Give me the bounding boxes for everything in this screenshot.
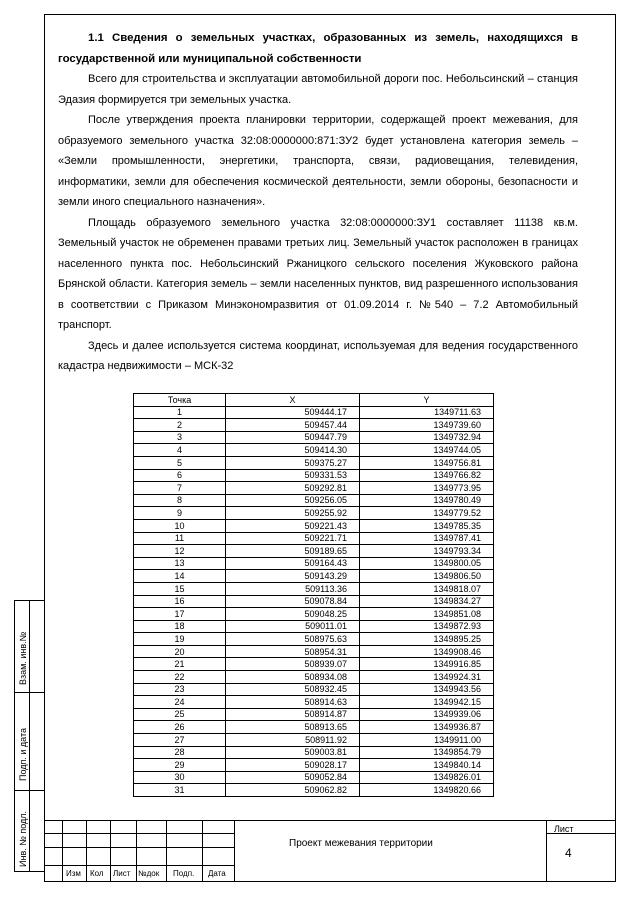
title-block-divider xyxy=(202,821,203,882)
document-body xyxy=(58,28,578,377)
x-cell: 508975.63 xyxy=(226,633,360,646)
x-cell: 509457.44 xyxy=(226,419,360,432)
table-body xyxy=(134,406,494,796)
table-row xyxy=(134,658,494,671)
y-cell: 1349840.14 xyxy=(360,759,494,772)
paragraph: Всего для строительства и эксплуатации автомобильной дороги пос. Небольсинский – станция Эдазия формируется три земельных участка. xyxy=(58,73,578,106)
col-label-sheet: Лист xyxy=(113,869,131,878)
x-cell: 508954.31 xyxy=(226,645,360,658)
x-cell: 509011.01 xyxy=(226,620,360,633)
point-cell: 26 xyxy=(134,721,226,734)
table-row xyxy=(134,633,494,646)
y-cell: 1349732.94 xyxy=(360,431,494,444)
y-cell: 1349908.46 xyxy=(360,645,494,658)
y-cell: 1349766.82 xyxy=(360,469,494,482)
y-cell: 1349854.79 xyxy=(360,746,494,759)
y-cell: 1349785.35 xyxy=(360,519,494,532)
table-row xyxy=(134,734,494,747)
table-row xyxy=(134,419,494,432)
x-cell: 509078.84 xyxy=(226,595,360,608)
point-cell: 19 xyxy=(134,633,226,646)
x-cell: 509189.65 xyxy=(226,545,360,558)
title-block-line xyxy=(44,847,234,848)
point-cell: 3 xyxy=(134,431,226,444)
table-row xyxy=(134,406,494,419)
table-row xyxy=(134,784,494,797)
header-x: X xyxy=(226,394,360,407)
table-row xyxy=(134,582,494,595)
table-row xyxy=(134,608,494,621)
point-cell: 17 xyxy=(134,608,226,621)
title-block-divider xyxy=(546,821,547,882)
y-cell: 1349942.15 xyxy=(360,696,494,709)
y-cell: 1349943.56 xyxy=(360,683,494,696)
y-cell: 1349851.08 xyxy=(360,608,494,621)
x-cell: 508932.45 xyxy=(226,683,360,696)
table-row xyxy=(134,759,494,772)
x-cell: 509292.81 xyxy=(226,482,360,495)
table-row xyxy=(134,645,494,658)
y-cell: 1349895.25 xyxy=(360,633,494,646)
point-cell: 7 xyxy=(134,482,226,495)
point-cell: 4 xyxy=(134,444,226,457)
point-cell: 31 xyxy=(134,784,226,797)
side-label-signature: Подп. и дата xyxy=(18,727,28,781)
point-cell: 18 xyxy=(134,620,226,633)
header-y: Y xyxy=(360,394,494,407)
point-cell: 5 xyxy=(134,456,226,469)
x-cell: 508939.07 xyxy=(226,658,360,671)
sheet-number: 4 xyxy=(565,846,572,860)
x-cell: 509113.36 xyxy=(226,582,360,595)
x-cell: 508934.08 xyxy=(226,671,360,684)
title-block-divider xyxy=(110,821,111,882)
x-cell: 509255.92 xyxy=(226,507,360,520)
y-cell: 1349780.49 xyxy=(360,494,494,507)
y-cell: 1349834.27 xyxy=(360,595,494,608)
side-cell-replace-inv xyxy=(15,601,44,693)
paragraph: Здесь и далее используется система координат, используемая для ведения государственного кадастра недвижимости – МСК-32 xyxy=(58,339,578,372)
point-cell: 16 xyxy=(134,595,226,608)
table-row xyxy=(134,557,494,570)
table-row xyxy=(134,519,494,532)
y-cell: 1349800.05 xyxy=(360,557,494,570)
y-cell: 1349773.95 xyxy=(360,482,494,495)
y-cell: 1349820.66 xyxy=(360,784,494,797)
x-cell: 509164.43 xyxy=(226,557,360,570)
table-row xyxy=(134,507,494,520)
table-row xyxy=(134,620,494,633)
title-block-divider xyxy=(86,821,87,882)
y-cell: 1349756.81 xyxy=(360,456,494,469)
y-cell: 1349924.31 xyxy=(360,671,494,684)
x-cell: 509143.29 xyxy=(226,570,360,583)
point-cell: 22 xyxy=(134,671,226,684)
coordinates-table xyxy=(133,393,494,797)
x-cell: 509048.25 xyxy=(226,608,360,621)
section-heading: 1.1 Сведения о земельных участках, образованных из земель, находящихся в государственной или муниципальной собственности xyxy=(58,32,578,65)
table-row xyxy=(134,683,494,696)
point-cell: 9 xyxy=(134,507,226,520)
paragraph: Площадь образуемого земельного участка 32:08:0000000:ЗУ1 составляет 11138 кв.м. Земельный участок не обременен правами третьих лиц. Земельный участок расположен в границах населенного пункта пос. Небольсинский Ржаницкого сельского поселения Жуковского района Брянской области. Категория земель – земли населенных пунктов, вид разрешенного использования в соответствии с Приказом Минэкономразвития от 01.09.2014 г. №540 – 7.2 Автомобильный транспорт. xyxy=(58,216,578,331)
point-cell: 23 xyxy=(134,683,226,696)
y-cell: 1349826.01 xyxy=(360,771,494,784)
title-block-divider xyxy=(166,821,167,882)
document-title: Проект межевания территории xyxy=(289,838,433,849)
point-cell: 20 xyxy=(134,645,226,658)
point-cell: 2 xyxy=(134,419,226,432)
table-row xyxy=(134,721,494,734)
col-label-date: Дата xyxy=(208,869,226,878)
table-header-row xyxy=(134,394,494,407)
y-cell: 1349787.41 xyxy=(360,532,494,545)
title-block-line xyxy=(44,833,234,834)
y-cell: 1349872.93 xyxy=(360,620,494,633)
side-cell-original-inv xyxy=(15,791,44,873)
y-cell: 1349711.63 xyxy=(360,406,494,419)
col-label-count: Кол xyxy=(90,869,104,878)
y-cell: 1349779.52 xyxy=(360,507,494,520)
x-cell: 509221.43 xyxy=(226,519,360,532)
x-cell: 509256.05 xyxy=(226,494,360,507)
x-cell: 509052.84 xyxy=(226,771,360,784)
side-cell-signature xyxy=(15,693,44,791)
side-stamp xyxy=(14,600,44,872)
x-cell: 509221.71 xyxy=(226,532,360,545)
x-cell: 509003.81 xyxy=(226,746,360,759)
table-row xyxy=(134,595,494,608)
col-label-signature: Подп. xyxy=(173,869,195,878)
title-block-divider xyxy=(234,821,235,882)
title-block-line xyxy=(44,865,234,866)
point-cell: 28 xyxy=(134,746,226,759)
col-label-change: Изм xyxy=(66,869,81,878)
x-cell: 508913.65 xyxy=(226,721,360,734)
point-cell: 15 xyxy=(134,582,226,595)
side-label-original-inv: Инв. № подл. xyxy=(18,810,28,867)
title-block-divider xyxy=(62,821,63,882)
point-cell: 1 xyxy=(134,406,226,419)
paragraph: После утверждения проекта планировки территории, содержащей проект межевания, для образуемого земельного участка 32:08:0000000:871:ЗУ2 будет установлена категория земель – «Земли промышленности, энергетики, транспорта, связи, радиовещания, телевидения, информатики, земли для обеспечения космической деятельности, земли обороны, безопасности и земли иного специального назначения». xyxy=(58,114,578,208)
table-row xyxy=(134,431,494,444)
side-label-replace-inv: Взам. инв.№ xyxy=(18,631,28,685)
sheet-label: Лист xyxy=(554,824,574,834)
point-cell: 6 xyxy=(134,469,226,482)
table-row xyxy=(134,671,494,684)
table-row xyxy=(134,708,494,721)
table-row xyxy=(134,532,494,545)
title-block-divider xyxy=(136,821,137,882)
x-cell: 509444.17 xyxy=(226,406,360,419)
point-cell: 24 xyxy=(134,696,226,709)
table-row xyxy=(134,771,494,784)
x-cell: 509447.79 xyxy=(226,431,360,444)
point-cell: 29 xyxy=(134,759,226,772)
x-cell: 508911.92 xyxy=(226,734,360,747)
x-cell: 509028.17 xyxy=(226,759,360,772)
y-cell: 1349793.34 xyxy=(360,545,494,558)
x-cell: 509062.82 xyxy=(226,784,360,797)
point-cell: 27 xyxy=(134,734,226,747)
table-row xyxy=(134,746,494,759)
point-cell: 12 xyxy=(134,545,226,558)
table-row xyxy=(134,696,494,709)
point-cell: 11 xyxy=(134,532,226,545)
x-cell: 508914.87 xyxy=(226,708,360,721)
x-cell: 509331.53 xyxy=(226,469,360,482)
table-row xyxy=(134,444,494,457)
x-cell: 508914.63 xyxy=(226,696,360,709)
y-cell: 1349911.00 xyxy=(360,734,494,747)
table-row xyxy=(134,456,494,469)
y-cell: 1349936.87 xyxy=(360,721,494,734)
y-cell: 1349818.07 xyxy=(360,582,494,595)
table-row xyxy=(134,570,494,583)
table-row xyxy=(134,482,494,495)
y-cell: 1349744.05 xyxy=(360,444,494,457)
table-row xyxy=(134,545,494,558)
table-row xyxy=(134,494,494,507)
point-cell: 10 xyxy=(134,519,226,532)
point-cell: 25 xyxy=(134,708,226,721)
y-cell: 1349739.60 xyxy=(360,419,494,432)
point-cell: 13 xyxy=(134,557,226,570)
header-point: Точка xyxy=(134,394,226,407)
y-cell: 1349939.06 xyxy=(360,708,494,721)
point-cell: 8 xyxy=(134,494,226,507)
point-cell: 14 xyxy=(134,570,226,583)
y-cell: 1349806.50 xyxy=(360,570,494,583)
col-label-doc: №док xyxy=(138,869,160,878)
y-cell: 1349916.85 xyxy=(360,658,494,671)
point-cell: 21 xyxy=(134,658,226,671)
table-row xyxy=(134,469,494,482)
x-cell: 509375.27 xyxy=(226,456,360,469)
point-cell: 30 xyxy=(134,771,226,784)
x-cell: 509414.30 xyxy=(226,444,360,457)
title-block xyxy=(44,820,616,882)
